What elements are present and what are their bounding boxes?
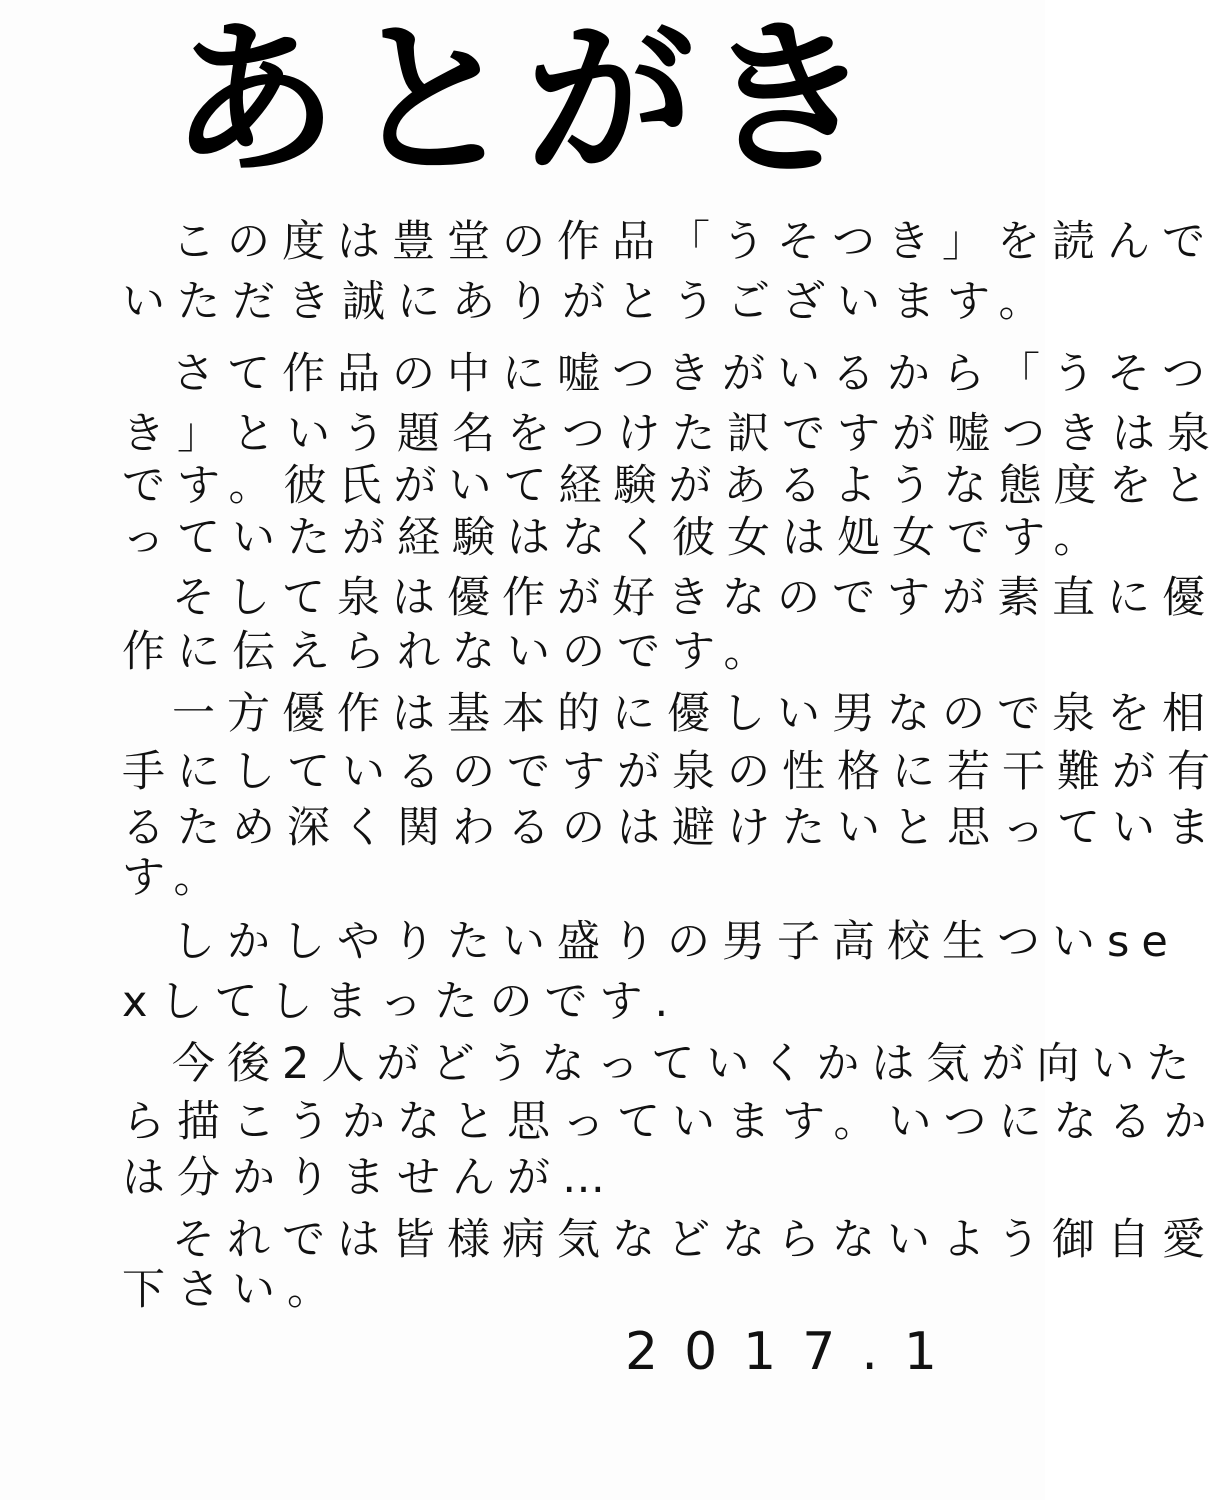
date-label: 2017.1 [625, 1322, 963, 1382]
text-line-16: ら描こうかなと思っています。いつになるか [122, 1097, 1219, 1147]
text-line-17: は分かりませんが… [122, 1153, 617, 1203]
text-line-9: 一方優作は基本的に優しい男なので泉を相 [172, 689, 1217, 739]
text-line-4: き」という題名をつけた訳ですが嘘つきは泉 [122, 409, 1222, 459]
text-line-14: xしてしまったのです. [122, 977, 681, 1027]
text-line-11: るため深く関わるのは避けたいと思っていま [122, 803, 1222, 853]
text-line-10: 手にしているのですが泉の性格に若干難が有 [122, 747, 1222, 797]
text-line-7: そして泉は優作が好きなのですが素直に優 [172, 573, 1217, 623]
text-line-1: この度は豊堂の作品「うそつき」を読んで [172, 217, 1217, 267]
text-line-13: しかしやりたい盛りの男子高校生ついse [172, 917, 1180, 967]
text-line-2: いただき誠にありがとうございます。 [122, 277, 1054, 327]
text-line-5: です。彼氏がいて経験があるような態度をと [122, 461, 1219, 511]
text-line-19: 下さい。 [122, 1265, 342, 1315]
text-line-15: 今後2人がどうなっていくかは気が向いた [172, 1039, 1202, 1089]
text-line-12: す。 [122, 853, 229, 903]
text-line-6: っていたが経験はなく彼女は処女です。 [122, 513, 1109, 563]
text-line-8: 作に伝えられないのです。 [122, 627, 779, 677]
text-line-3: さて作品の中に嘘つきがいるから「うそつ [172, 349, 1217, 399]
page-title: あとがき [170, 2, 882, 198]
text-line-18: それでは皆様病気などならないよう御自愛 [172, 1215, 1217, 1265]
